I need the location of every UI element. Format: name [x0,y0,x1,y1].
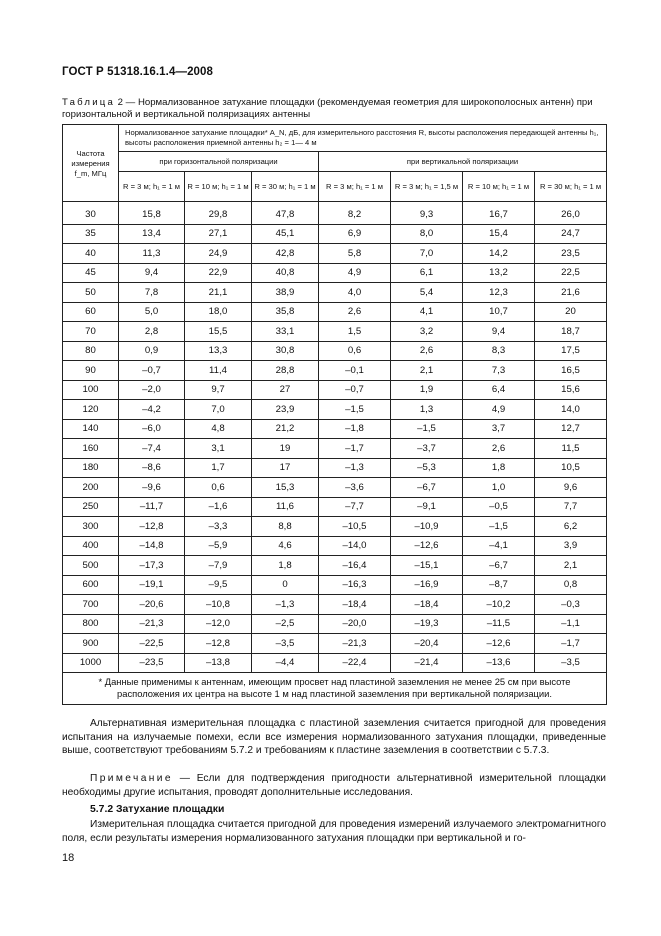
attenuation-cell: 8,0 [391,224,463,244]
frequency-cell: 180 [63,458,119,478]
attenuation-cell: 28,8 [252,361,319,381]
attenuation-cell: 1,8 [252,556,319,576]
attenuation-cell: –16,4 [319,556,391,576]
attenuation-cell: 2,6 [463,439,535,459]
frequency-cell: 300 [63,517,119,537]
frequency-cell: 500 [63,556,119,576]
attenuation-cell: –14,8 [119,536,185,556]
attenuation-cell: –0,7 [119,361,185,381]
attenuation-cell: 11,3 [119,244,185,264]
attenuation-cell: 10,7 [463,302,535,322]
attenuation-cell: 15,5 [185,322,252,342]
attenuation-cell: –5,9 [185,536,252,556]
attenuation-cell: 24,7 [535,224,607,244]
attenuation-cell: 38,9 [252,283,319,303]
table-row [63,556,607,576]
attenuation-cell: 9,6 [535,478,607,498]
paragraph-alternative-site [62,717,606,758]
table-footnote: * Данные применимы к антеннам, имеющим просвет над пластиной заземления не менее 25 см при высоте расположения их центра на высоте 1 м над пластиной заземления при вертикальной поляризации. [63,673,607,705]
section-title: 5.7.2 Затухание площадки [90,804,225,815]
attenuation-cell: 5,0 [119,302,185,322]
attenuation-cell: –3,3 [185,517,252,537]
attenuation-cell: –21,3 [119,614,185,634]
table-row [63,575,607,595]
attenuation-cell: 5,8 [319,244,391,264]
attenuation-cell: 2,1 [535,556,607,576]
paragraph-site-attenuation-text: Измерительная площадка считается пригодной для проведения измерений излучаемого электромагнитного поля, если результаты измерения нормализованного затухания площадки при вертикальной и го- [62,819,606,844]
attenuation-cell: –2,0 [119,380,185,400]
subcolumn-header: R = 10 м; h₁ = 1 м [463,172,535,202]
attenuation-cell: 3,7 [463,419,535,439]
attenuation-cell: –20,4 [391,634,463,654]
note [62,772,606,799]
subcolumn-header: R = 30 м; h₁ = 1 м [535,172,607,202]
table-row [63,244,607,264]
table-row [63,634,607,654]
table-caption-label: Таблица [62,97,116,108]
attenuation-cell: –3,5 [252,634,319,654]
attenuation-cell: 4,6 [252,536,319,556]
attenuation-cell: –20,6 [119,595,185,615]
attenuation-cell: –1,7 [319,439,391,459]
attenuation-cell: –5,3 [391,458,463,478]
frequency-cell: 140 [63,419,119,439]
attenuation-cell: –4,2 [119,400,185,420]
attenuation-cell: 1,8 [463,458,535,478]
attenuation-cell: 14,2 [463,244,535,264]
paragraph-alternative-site-text: Альтернативная измерительная площадка с пластиной заземления считается пригодной для проведения испытания на излучаемые помехи, если все измерения нормализованного затухания площадки, приведенные выше, соответствуют требованиям 5.7.2 и требованиям к пластине заземления в соответствии с 5.7.3. [62,718,606,756]
table-row [63,322,607,342]
attenuation-cell: 7,7 [535,497,607,517]
frequency-column-header: Частота измерения f_m, МГц [63,125,119,202]
attenuation-cell: 4,1 [391,302,463,322]
frequency-cell: 160 [63,439,119,459]
attenuation-cell: 47,8 [252,202,319,225]
attenuation-cell: 14,0 [535,400,607,420]
attenuation-cell: 3,1 [185,439,252,459]
attenuation-cell: 11,4 [185,361,252,381]
subcolumn-header: R = 10 м; h₁ = 1 м [185,172,252,202]
page-number: 18 [62,852,75,864]
attenuation-cell: 4,9 [463,400,535,420]
attenuation-cell: 40,8 [252,263,319,283]
frequency-cell: 60 [63,302,119,322]
table-row [63,283,607,303]
attenuation-cell: 9,7 [185,380,252,400]
frequency-cell: 40 [63,244,119,264]
attenuation-cell: –12,8 [185,634,252,654]
table-row [63,380,607,400]
attenuation-cell: 33,1 [252,322,319,342]
attenuation-cell: 21,2 [252,419,319,439]
table-row [63,341,607,361]
attenuation-cell: 22,5 [535,263,607,283]
attenuation-cell: 6,4 [463,380,535,400]
table-caption [62,97,606,120]
attenuation-cell: 18,7 [535,322,607,342]
attenuation-cell: 26,0 [535,202,607,225]
attenuation-cell: –13,8 [185,653,252,673]
attenuation-cell: 2,1 [391,361,463,381]
table-row [63,302,607,322]
attenuation-cell: –18,4 [319,595,391,615]
frequency-cell: 200 [63,478,119,498]
attenuation-cell: –16,9 [391,575,463,595]
subcolumn-header: R = 3 м; h₁ = 1 м [319,172,391,202]
attenuation-cell: 21,6 [535,283,607,303]
attenuation-cell: 22,9 [185,263,252,283]
attenuation-cell: –1,5 [463,517,535,537]
attenuation-cell: –6,7 [463,556,535,576]
note-label: Примечание [90,773,173,784]
frequency-cell: 35 [63,224,119,244]
table-row [63,263,607,283]
attenuation-cell: 23,9 [252,400,319,420]
group-header: Нормализованное затухание площадки* A_N, дБ, для измерительного расстояния R, высоты расположения передающей антенны h₁, высоты расположения приемной антенны h₂ = 1— 4 м [119,125,607,152]
attenuation-cell: –17,3 [119,556,185,576]
attenuation-cell: –1,5 [391,419,463,439]
attenuation-cell: –3,7 [391,439,463,459]
attenuation-cell: –1,3 [252,595,319,615]
subcolumn-header: R = 3 м; h₁ = 1,5 м [391,172,463,202]
attenuation-cell: 8,8 [252,517,319,537]
attenuation-cell: –12,6 [391,536,463,556]
attenuation-cell: 20 [535,302,607,322]
attenuation-cell: –12,6 [463,634,535,654]
table-row [63,419,607,439]
attenuation-cell: –13,6 [463,653,535,673]
attenuation-cell: –1,7 [535,634,607,654]
attenuation-cell: –10,9 [391,517,463,537]
attenuation-cell: 7,3 [463,361,535,381]
frequency-cell: 900 [63,634,119,654]
attenuation-cell: 7,0 [391,244,463,264]
attenuation-cell: –3,5 [535,653,607,673]
attenuation-cell: 30,8 [252,341,319,361]
attenuation-cell: 11,6 [252,497,319,517]
attenuation-cell: 35,8 [252,302,319,322]
table-caption-text: 2 — Нормализованное затухание площадки (рекомендуемая геометрия для широкополосных антенн) при горизонтальной и вертикальной поляризациях антенны [62,97,593,120]
attenuation-cell: –0,7 [319,380,391,400]
attenuation-cell: 8,3 [463,341,535,361]
attenuation-cell: –19,3 [391,614,463,634]
attenuation-cell: –8,6 [119,458,185,478]
attenuation-cell: 19 [252,439,319,459]
attenuation-cell: 4,0 [319,283,391,303]
attenuation-cell: 12,3 [463,283,535,303]
attenuation-cell: 7,0 [185,400,252,420]
attenuation-cell: –22,4 [319,653,391,673]
attenuation-cell: –4,4 [252,653,319,673]
table-row [63,202,607,225]
attenuation-cell: 13,2 [463,263,535,283]
frequency-cell: 30 [63,202,119,225]
attenuation-cell: 1,5 [319,322,391,342]
frequency-cell: 120 [63,400,119,420]
attenuation-cell: 12,7 [535,419,607,439]
attenuation-table [62,124,607,705]
attenuation-cell: –4,1 [463,536,535,556]
table-row [63,595,607,615]
attenuation-cell: 45,1 [252,224,319,244]
frequency-cell: 70 [63,322,119,342]
standard-header: ГОСТ Р 51318.16.1.4—2008 [62,66,214,78]
attenuation-cell: –0,1 [319,361,391,381]
subcolumn-header: R = 30 м; h₁ = 1 м [252,172,319,202]
table-row [63,517,607,537]
attenuation-cell: –22,5 [119,634,185,654]
table-row [63,361,607,381]
attenuation-cell: 21,1 [185,283,252,303]
attenuation-cell: 5,4 [391,283,463,303]
attenuation-cell: 6,9 [319,224,391,244]
attenuation-cell: –1,8 [319,419,391,439]
attenuation-cell: 2,8 [119,322,185,342]
attenuation-cell: 0,9 [119,341,185,361]
attenuation-cell: 11,5 [535,439,607,459]
vertical-polarization-header: при вертикальной поляризации [319,152,607,172]
attenuation-cell: 16,5 [535,361,607,381]
table-row [63,458,607,478]
attenuation-cell: 2,6 [319,302,391,322]
attenuation-cell: 42,8 [252,244,319,264]
frequency-cell: 50 [63,283,119,303]
attenuation-cell: –21,4 [391,653,463,673]
attenuation-cell: 15,6 [535,380,607,400]
attenuation-cell: –23,5 [119,653,185,673]
table-row [63,614,607,634]
attenuation-cell: 2,6 [391,341,463,361]
attenuation-cell: –8,7 [463,575,535,595]
attenuation-cell: –1,1 [535,614,607,634]
attenuation-cell: 1,9 [391,380,463,400]
attenuation-cell: 0,8 [535,575,607,595]
attenuation-cell: –11,7 [119,497,185,517]
attenuation-cell: 10,5 [535,458,607,478]
frequency-cell: 80 [63,341,119,361]
table-row [63,497,607,517]
attenuation-cell: 13,4 [119,224,185,244]
frequency-cell: 600 [63,575,119,595]
table-row [63,224,607,244]
attenuation-cell: 1,7 [185,458,252,478]
attenuation-cell: 27 [252,380,319,400]
attenuation-cell: –1,6 [185,497,252,517]
attenuation-cell: –2,5 [252,614,319,634]
attenuation-cell: –1,5 [319,400,391,420]
attenuation-cell: –0,3 [535,595,607,615]
attenuation-cell: –15,1 [391,556,463,576]
attenuation-cell: –18,4 [391,595,463,615]
attenuation-cell: 0,6 [319,341,391,361]
attenuation-cell: –21,3 [319,634,391,654]
attenuation-cell: 24,9 [185,244,252,264]
attenuation-cell: –12,8 [119,517,185,537]
frequency-cell: 800 [63,614,119,634]
attenuation-cell: –10,5 [319,517,391,537]
attenuation-cell: 9,4 [463,322,535,342]
attenuation-cell: –7,4 [119,439,185,459]
attenuation-cell: –7,7 [319,497,391,517]
attenuation-cell: 6,1 [391,263,463,283]
attenuation-cell: 8,2 [319,202,391,225]
attenuation-cell: –16,3 [319,575,391,595]
attenuation-cell: 4,9 [319,263,391,283]
attenuation-cell: 3,2 [391,322,463,342]
attenuation-cell: –20,0 [319,614,391,634]
attenuation-cell: –1,3 [319,458,391,478]
paragraph-site-attenuation [62,818,606,845]
attenuation-cell: 4,8 [185,419,252,439]
note-text: — Если для подтверждения пригодности альтернативной измерительной площадки необходимы другие испытания, проводят дополнительные исследования. [62,773,606,798]
attenuation-cell: –9,6 [119,478,185,498]
attenuation-cell: 15,4 [463,224,535,244]
table-row [63,400,607,420]
attenuation-cell: 3,9 [535,536,607,556]
attenuation-cell: 15,8 [119,202,185,225]
subcolumn-header: R = 3 м; h₁ = 1 м [119,172,185,202]
attenuation-cell: 9,3 [391,202,463,225]
frequency-cell: 90 [63,361,119,381]
frequency-cell: 250 [63,497,119,517]
frequency-cell: 100 [63,380,119,400]
frequency-cell: 45 [63,263,119,283]
table-row [63,653,607,673]
attenuation-cell: –10,8 [185,595,252,615]
attenuation-cell: –10,2 [463,595,535,615]
attenuation-cell: –19,1 [119,575,185,595]
table-row [63,439,607,459]
attenuation-cell: 18,0 [185,302,252,322]
attenuation-cell: 29,8 [185,202,252,225]
attenuation-cell: 23,5 [535,244,607,264]
frequency-cell: 1000 [63,653,119,673]
attenuation-cell: 17 [252,458,319,478]
horizontal-polarization-header: при горизонтальной поляризации [119,152,319,172]
attenuation-cell: 16,7 [463,202,535,225]
attenuation-cell: –0,5 [463,497,535,517]
table-row [63,478,607,498]
attenuation-cell: –6,0 [119,419,185,439]
attenuation-cell: –9,1 [391,497,463,517]
attenuation-cell: –7,9 [185,556,252,576]
attenuation-cell: 13,3 [185,341,252,361]
attenuation-cell: –9,5 [185,575,252,595]
attenuation-cell: 7,8 [119,283,185,303]
attenuation-cell: 1,3 [391,400,463,420]
attenuation-cell: 6,2 [535,517,607,537]
attenuation-cell: –11,5 [463,614,535,634]
table-row [63,536,607,556]
attenuation-cell: 15,3 [252,478,319,498]
attenuation-cell: 27,1 [185,224,252,244]
attenuation-cell: 17,5 [535,341,607,361]
attenuation-cell: –6,7 [391,478,463,498]
attenuation-cell: –3,6 [319,478,391,498]
frequency-cell: 400 [63,536,119,556]
attenuation-cell: –14,0 [319,536,391,556]
frequency-cell: 700 [63,595,119,615]
attenuation-cell: 9,4 [119,263,185,283]
attenuation-cell: 0 [252,575,319,595]
attenuation-cell: 0,6 [185,478,252,498]
attenuation-cell: –12,0 [185,614,252,634]
attenuation-cell: 1,0 [463,478,535,498]
